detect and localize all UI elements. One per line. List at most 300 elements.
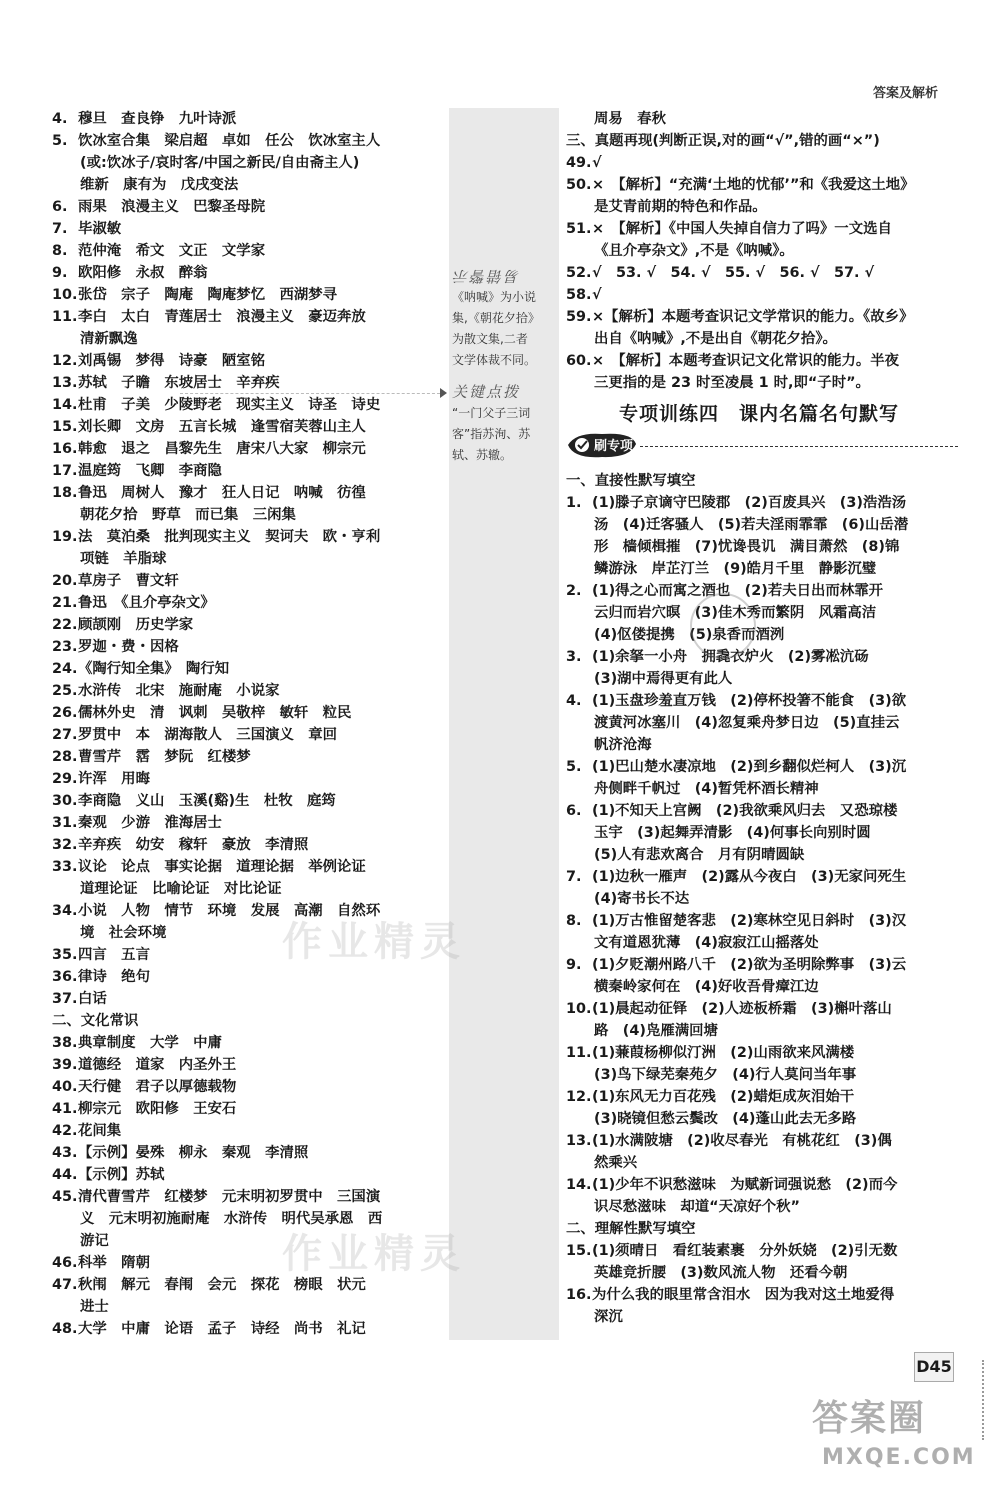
answer-line [52,548,447,570]
dashed-rule [640,446,958,447]
answer-number: 6. [566,803,582,819]
answer-number: 9. [52,265,68,281]
answer-line [566,756,961,778]
section-heading [566,470,961,492]
answer-line [566,1020,961,1042]
answer-text: (1)水满陂塘 (2)收尽春光 有桃花红 (3)偶 [592,1133,892,1149]
answer-line [52,790,447,812]
answer-line [52,1076,447,1098]
answer-text: 文有道恩犹薄 (4)寂寂江山摇落处 [594,935,819,951]
answer-line [52,768,447,790]
answer-number: 21. [52,595,78,611]
answer-text: (1)得之心而寓之酒也 (2)若夫日出而林霏开 [592,583,883,599]
answer-line [566,822,961,844]
answer-text: 典章制度 大学 中庸 [78,1035,222,1051]
answer-line [52,658,447,680]
answer-text: (1)万古惟留楚客悲 (2)寒林空见日斜时 (3)汉 [592,913,907,929]
answer-text: 鳞游泳 岸芷汀兰 (9)皓月千里 静影沉璧 [594,561,877,577]
answer-line [52,284,447,306]
answer-text: √ 53. √ 54. √ 55. √ 56. √ 57. √ [592,265,875,281]
margin-note-line: 《呐喊》为小说 [452,290,537,304]
answer-number: 10. [566,1001,592,1017]
answer-text: 形 樯倾楫摧 (7)忧谗畏讥 满目萧然 (8)锦 [594,539,900,555]
answer-number: 30. [52,793,78,809]
answer-number: 17. [52,463,78,479]
answer-line [52,240,447,262]
answer-text: 鲁迅 周树人 豫才 狂人日记 呐喊 彷徨 [78,485,366,501]
answer-line [566,218,961,240]
site-logo: 答案圈 [812,1398,927,1439]
answer-text: 大学 中庸 论语 孟子 诗经 尚书 礼记 [78,1321,366,1337]
answer-line [52,636,447,658]
answer-text: (3)晓镜但愁云鬓改 (4)蓬山此去无多路 [594,1111,857,1127]
answer-line [566,580,961,602]
answer-text: 境 社会环境 [80,925,167,941]
answer-text: (1)东风无力百花残 (2)蜡炬成灰泪始干 [592,1089,855,1105]
answer-text: 《且介亭杂文》,不是《呐喊》。 [594,243,794,259]
answer-number: 7. [52,221,68,237]
answer-line [566,240,961,262]
answer-line [566,1262,961,1284]
answer-text: 法 莫泊桑 批判现实主义 契诃夫 欧・亨利 [78,529,381,545]
answer-line [566,262,961,284]
answer-line [566,1152,961,1174]
answer-text: 舟侧畔千帆过 (4)暂凭杯酒长精神 [594,781,819,797]
answer-line [52,966,447,988]
answer-text: 苏轼 子瞻 东坡居士 辛弃疾 [78,375,280,391]
answer-line [52,504,447,526]
answer-text: (1)巴山楚水凄凉地 (2)到乡翻似烂柯人 (3)沉 [592,759,907,775]
answer-number: 46. [52,1255,78,1271]
section-title: 专项训练四 课内名篇名句默写 [619,403,900,425]
answer-text: (1)余拏一小舟 拥毳衣炉火 (2)雾凇沆砀 [592,649,869,665]
answer-text: ×【解析】本题考查识记文学常识的能力。《故乡》 [592,309,914,325]
margin-note-body [452,287,557,371]
answer-number: 29. [52,771,78,787]
answer-text: 白话 [78,991,107,1007]
section-heading [566,130,961,152]
answer-text: 维新 康有为 戊戌变法 [80,177,239,193]
left-answer-column [52,108,447,1340]
answer-line [52,592,447,614]
answer-number: 18. [52,485,78,501]
answer-number: 50. [566,177,592,193]
answer-number: 41. [52,1101,78,1117]
answer-number: 25. [52,683,78,699]
answer-text: 水浒传 北宋 施耐庵 小说家 [78,683,280,699]
answer-text: × 【解析】《中国人失掉自信力了吗》一文选自 [592,221,892,237]
answer-number: 59. [566,309,592,325]
answer-line [566,866,961,888]
answer-text: 小说 人物 情节 环境 发展 高潮 自然环 [78,903,381,919]
answer-number: 32. [52,837,78,853]
answer-text: 律诗 绝句 [78,969,150,985]
answer-line [566,196,961,218]
answer-text: 游记 [80,1233,109,1249]
answer-line [566,1086,961,1108]
answer-line [52,262,447,284]
answer-text: 【示例】晏殊 柳永 秦观 李清照 [78,1145,309,1161]
answer-number: 11. [566,1045,592,1061]
page-header: 答案及解析 [873,86,939,101]
answer-line [52,196,447,218]
answer-text: (或:饮冰子/哀时客/中国之新民/自由斋主人) [80,155,360,171]
answer-text: 义 元末明初施耐庵 水浒传 明代吴承恩 西 [80,1211,383,1227]
answer-text: 草房子 曹文轩 [78,573,179,589]
answer-text: 横秦岭家何在 (4)好收吾骨瘴江边 [594,979,819,995]
answer-text: 科举 隋朝 [78,1255,150,1271]
answer-number: 20. [52,573,78,589]
answer-number: 9. [566,957,582,973]
answer-line [566,1042,961,1064]
answer-text: 鲁迅 《且介亭杂文》 [78,595,215,611]
answer-number: 16. [566,1287,592,1303]
answer-line [566,108,961,130]
answer-line [566,514,961,536]
answer-line [52,328,447,350]
answer-number: 27. [52,727,78,743]
answer-line [566,1130,961,1152]
answer-line [52,1054,447,1076]
answer-number: 35. [52,947,78,963]
answer-number: 60. [566,353,592,369]
answer-text: 罗迦・费・因格 [78,639,179,655]
answer-line [52,108,447,130]
answer-line [566,328,961,350]
answer-line [566,174,961,196]
answer-text: (1)少年不识愁滋味 为赋新词强说愁 (2)而今 [592,1177,898,1193]
answer-text: (5)人有悲欢离合 月有阴晴圆缺 [594,847,805,863]
answer-text: 饮冰室合集 梁启超 卓如 任公 饮冰室主人 [78,133,381,149]
answer-text: 议论 论点 事实论据 道理论据 举例论证 [78,859,366,875]
answer-number: 3. [566,649,582,665]
margin-note-line: 为散文集,二者 [452,332,528,346]
margin-note-line: “一门父子三词 [452,406,531,420]
answer-number: 49. [566,155,592,171]
answer-number: 52. [566,265,592,281]
answer-text: 《陶行知全集》 陶行知 [78,661,230,677]
answer-line [52,1296,447,1318]
answer-line [52,306,447,328]
margin-note-key-point [452,382,557,466]
brush-label-badge [566,430,638,460]
answer-number: 38. [52,1035,78,1051]
answer-line [566,888,961,910]
answer-line [566,778,961,800]
answer-number: 15. [52,419,78,435]
answer-text: (1)蒹葭杨柳似汀洲 (2)山雨欲来风满楼 [592,1045,855,1061]
answer-line [566,668,961,690]
answer-text: 秋闱 解元 春闱 会元 探花 榜眼 状元 [78,1277,366,1293]
answer-number: 13. [566,1133,592,1149]
answer-text: 云归而岩穴暝 (3)佳木秀而繁阴 风霜高洁 [594,605,877,621]
answer-line [566,284,961,306]
answer-number: 22. [52,617,78,633]
answer-text: 二、理解性默写填空 [566,1221,696,1237]
answer-text: 许浑 用晦 [78,771,150,787]
page-number: D45 [914,1352,954,1382]
answer-text: 顾颉刚 历史学家 [78,617,194,633]
answer-number: 4. [52,111,68,127]
answer-number: 58. [566,287,592,303]
answer-text: 李商隐 义山 玉溪(谿)生 杜牧 庭筠 [78,793,336,809]
answer-number: 5. [52,133,68,149]
margin-note-title: 关键点拨 [452,383,521,401]
answer-number: 37. [52,991,78,1007]
answer-number: 6. [52,199,68,215]
answer-line [566,910,961,932]
answer-text: 是艾青前期的特色和作品。 [594,199,767,215]
answer-text: (4)寄书长不达 [594,891,690,907]
answer-line [566,1240,961,1262]
answer-text: 渡黄河冰塞川 (4)忽复乘舟梦日边 (5)直挂云 [594,715,900,731]
answer-number: 43. [52,1145,78,1161]
answer-line [566,734,961,756]
answer-line [566,1108,961,1130]
answer-number: 14. [52,397,78,413]
answer-number: 51. [566,221,592,237]
answer-line [566,646,961,668]
answer-line [52,614,447,636]
answer-number: 31. [52,815,78,831]
answer-line [566,558,961,580]
answer-number: 5. [566,759,582,775]
answer-line [566,1174,961,1196]
right-answer-column-bottom [566,470,961,1328]
answer-text: (1)滕子京谪守巴陵郡 (2)百废具兴 (3)浩浩汤 [592,495,907,511]
answer-text: 帆济沧海 [594,737,652,753]
answer-line [52,1318,447,1340]
margin-note-line: 客”指苏洵、苏 [452,427,531,441]
margin-note-line: 集,《朝花夕拾》 [452,311,540,325]
answer-line [52,856,447,878]
answer-number: 24. [52,661,78,677]
answer-number: 33. [52,859,78,875]
answer-text: 韩愈 退之 昌黎先生 唐宋八大家 柳宗元 [78,441,366,457]
answer-text: (1)玉盘珍羞直万钱 (2)停杯投箸不能食 (3)欲 [592,693,907,709]
right-answer-column-top [566,108,961,394]
answer-text: 三、真题再现(判断正误,对的画“√”,错的画“×”) [566,133,880,149]
answer-line [52,1032,447,1054]
answer-number: 28. [52,749,78,765]
answer-number: 8. [566,913,582,929]
answer-text: 李白 太白 青莲居士 浪漫主义 豪迈奔放 [78,309,366,325]
answer-number: 16. [52,441,78,457]
answer-line [566,1284,961,1306]
answer-line [52,570,447,592]
answer-text: 然乘兴 [594,1155,638,1171]
answer-text: 刘长卿 文房 五言长城 逢雪宿芙蓉山主人 [78,419,366,435]
answer-number: 12. [52,353,78,369]
faint-stamp [690,593,756,659]
answer-line [566,492,961,514]
answer-line [566,690,961,712]
answer-number: 7. [566,869,582,885]
answer-text: (1)边秋一雁声 (2)露从今夜白 (3)无家问死生 [592,869,907,885]
dotted-decoration [952,1360,984,1440]
answer-text: 深沉 [594,1309,623,1325]
answer-text: 辛弃疾 幼安 稼轩 豪放 李清照 [78,837,309,853]
answer-line [52,1142,447,1164]
answer-text: (1)夕贬潮州路八千 (2)欲为圣明除弊事 (3)云 [592,957,907,973]
answer-number: 10. [52,287,78,303]
answer-line [52,1164,447,1186]
answer-number: 45. [52,1189,78,1205]
section-heading [566,1218,961,1240]
answer-number: 11. [52,309,78,325]
answer-line [566,1306,961,1328]
answer-line [52,416,447,438]
answer-line [52,482,447,504]
answer-line [52,680,447,702]
answer-line [566,152,961,174]
answer-text: (1)不知天上宫阙 (2)我欲乘风归去 又恐琼楼 [592,803,898,819]
section-heading [52,1010,447,1032]
answer-text: 玉宇 (3)起舞弄清影 (4)何事长向别时圆 [594,825,871,841]
answer-text: 清代曹雪芹 红楼梦 元末明初罗贯中 三国演 [78,1189,381,1205]
answer-text: (1)晨起动征铎 (2)人迹板桥霜 (3)槲叶落山 [592,1001,892,1017]
answer-text: 一、直接性默写填空 [566,473,696,489]
answer-text: 出自《呐喊》,不是出自《朝花夕拾》。 [594,331,837,347]
answer-text: 罗贯中 本 湖海散人 三国演义 章回 [78,727,338,743]
answer-text: 汤 (4)迁客骚人 (5)若夫淫雨霏霏 (6)山岳潜 [594,517,909,533]
answer-line [52,1120,447,1142]
site-logo-url: MXQE.COM [822,1445,976,1470]
answer-number: 4. [566,693,582,709]
answer-line [52,746,447,768]
answer-text: × 【解析】“充满‘土地的忧郁’”和《我爱这土地》 [592,177,915,193]
answer-number: 39. [52,1057,78,1073]
answer-text: √ [592,155,602,171]
answer-text: × 【解析】本题考查识记文化常识的能力。半夜 [592,353,900,369]
answer-text: 儒林外史 清 讽刺 吴敬梓 敏轩 粒民 [78,705,352,721]
answer-text: 花间集 [78,1123,122,1139]
answer-number: 42. [52,1123,78,1139]
answer-text: 张岱 宗子 陶庵 陶庵梦忆 西湖梦寻 [78,287,338,303]
answer-line [52,812,447,834]
answer-text: 为什么我的眼里常含泪水 因为我对这土地爱得 [592,1287,895,1303]
answer-number: 15. [566,1243,592,1259]
answer-line [52,460,447,482]
margin-note-line: 轼、苏辙。 [452,448,513,462]
answer-text: 穆旦 查良铮 九叶诗派 [78,111,237,127]
answer-text: 【示例】苏轼 [78,1167,165,1183]
answer-line [566,712,961,734]
answer-line [566,306,961,328]
answer-line [566,998,961,1020]
answer-line [566,350,961,372]
answer-number: 34. [52,903,78,919]
answer-line [52,372,447,394]
answer-text: √ [592,287,602,303]
answer-number: 36. [52,969,78,985]
answer-text: 三更指的是 23 时至凌晨 1 时,即“子时”。 [594,375,870,391]
answer-number: 44. [52,1167,78,1183]
answer-line [52,1186,447,1208]
answer-line [566,602,961,624]
answer-number: 48. [52,1321,78,1337]
answer-text: 四言 五言 [78,947,150,963]
answer-line [566,844,961,866]
answer-text: (3)湖中焉得更有此人 [594,671,733,687]
answer-text: (1)须晴日 看红装素裹 分外妖娆 (2)引无数 [592,1243,898,1259]
answer-text: 清新飘逸 [80,331,138,347]
answer-line [566,1064,961,1086]
answer-text: 道德经 道家 内圣外王 [78,1057,237,1073]
answer-text: 秦观 少游 淮海居士 [78,815,222,831]
answer-text: 天行健 君子以厚德载物 [78,1079,237,1095]
answer-line [52,878,447,900]
answer-text: (3)鸟下绿芜秦苑夕 (4)行人莫问当年事 [594,1067,857,1083]
answer-text: 毕淑敏 [78,221,122,237]
answer-text: 朝花夕拾 野草 而已集 三闲集 [80,507,296,523]
margin-note-body [452,403,557,466]
answer-line [566,1196,961,1218]
answer-text: 英雄竞折腰 (3)数风流人物 还看今朝 [594,1265,848,1281]
answer-line [52,724,447,746]
brush-stroke-icon [566,430,638,460]
answer-text: 进士 [80,1299,109,1315]
answer-text: 雨果 浪漫主义 巴黎圣母院 [78,199,266,215]
answer-number: 1. [566,495,582,511]
answer-text: 项链 羊脂球 [80,551,167,567]
answer-text: 柳宗元 欧阳修 王安石 [78,1101,237,1117]
answer-line [566,372,961,394]
answer-number: 47. [52,1277,78,1293]
answer-text: 识尽愁滋味 却道“天凉好个秋” [594,1199,800,1215]
answer-line [566,954,961,976]
answer-line [52,702,447,724]
answer-line [52,174,447,196]
answer-number: 40. [52,1079,78,1095]
watermark: 作业精灵 [282,919,466,965]
answer-number: 23. [52,639,78,655]
answer-line [566,976,961,998]
margin-note-title: 易错警示 [452,267,521,285]
margin-note-line: 文学体裁不同。 [452,353,537,367]
answer-number: 26. [52,705,78,721]
brush-label: 刷专项 [594,439,634,454]
answer-line [566,624,961,646]
answer-line [52,1098,447,1120]
answer-text: 刘禹锡 梦得 诗豪 陋室铭 [78,353,266,369]
answer-line [52,350,447,372]
answer-number: 14. [566,1177,592,1193]
answer-text: 温庭筠 飞卿 李商隐 [78,463,222,479]
answer-text: 范仲淹 希文 文正 文学家 [78,243,266,259]
answer-line [52,130,447,152]
answer-number: 2. [566,583,582,599]
answer-number: 13. [52,375,78,391]
answer-text: 曹雪芹 霑 梦阮 红楼梦 [78,749,251,765]
answer-number: 8. [52,243,68,259]
answer-number: 19. [52,529,78,545]
answer-text: 道理论证 比喻论证 对比论证 [80,881,282,897]
answer-line [566,536,961,558]
answer-text: 路 (4)凫雁满回塘 [594,1023,718,1039]
answer-line [52,526,447,548]
answer-line [566,932,961,954]
answer-line [52,834,447,856]
answer-line [52,218,447,240]
answer-line [52,394,447,416]
answer-line [52,988,447,1010]
answer-line [52,152,447,174]
answer-line [566,800,961,822]
answer-text: 杜甫 子美 少陵野老 现实主义 诗圣 诗史 [78,397,381,413]
answer-text: (4)伛偻提携 (5)泉香而酒洌 [594,627,785,643]
watermark: 作业精灵 [282,1231,466,1277]
